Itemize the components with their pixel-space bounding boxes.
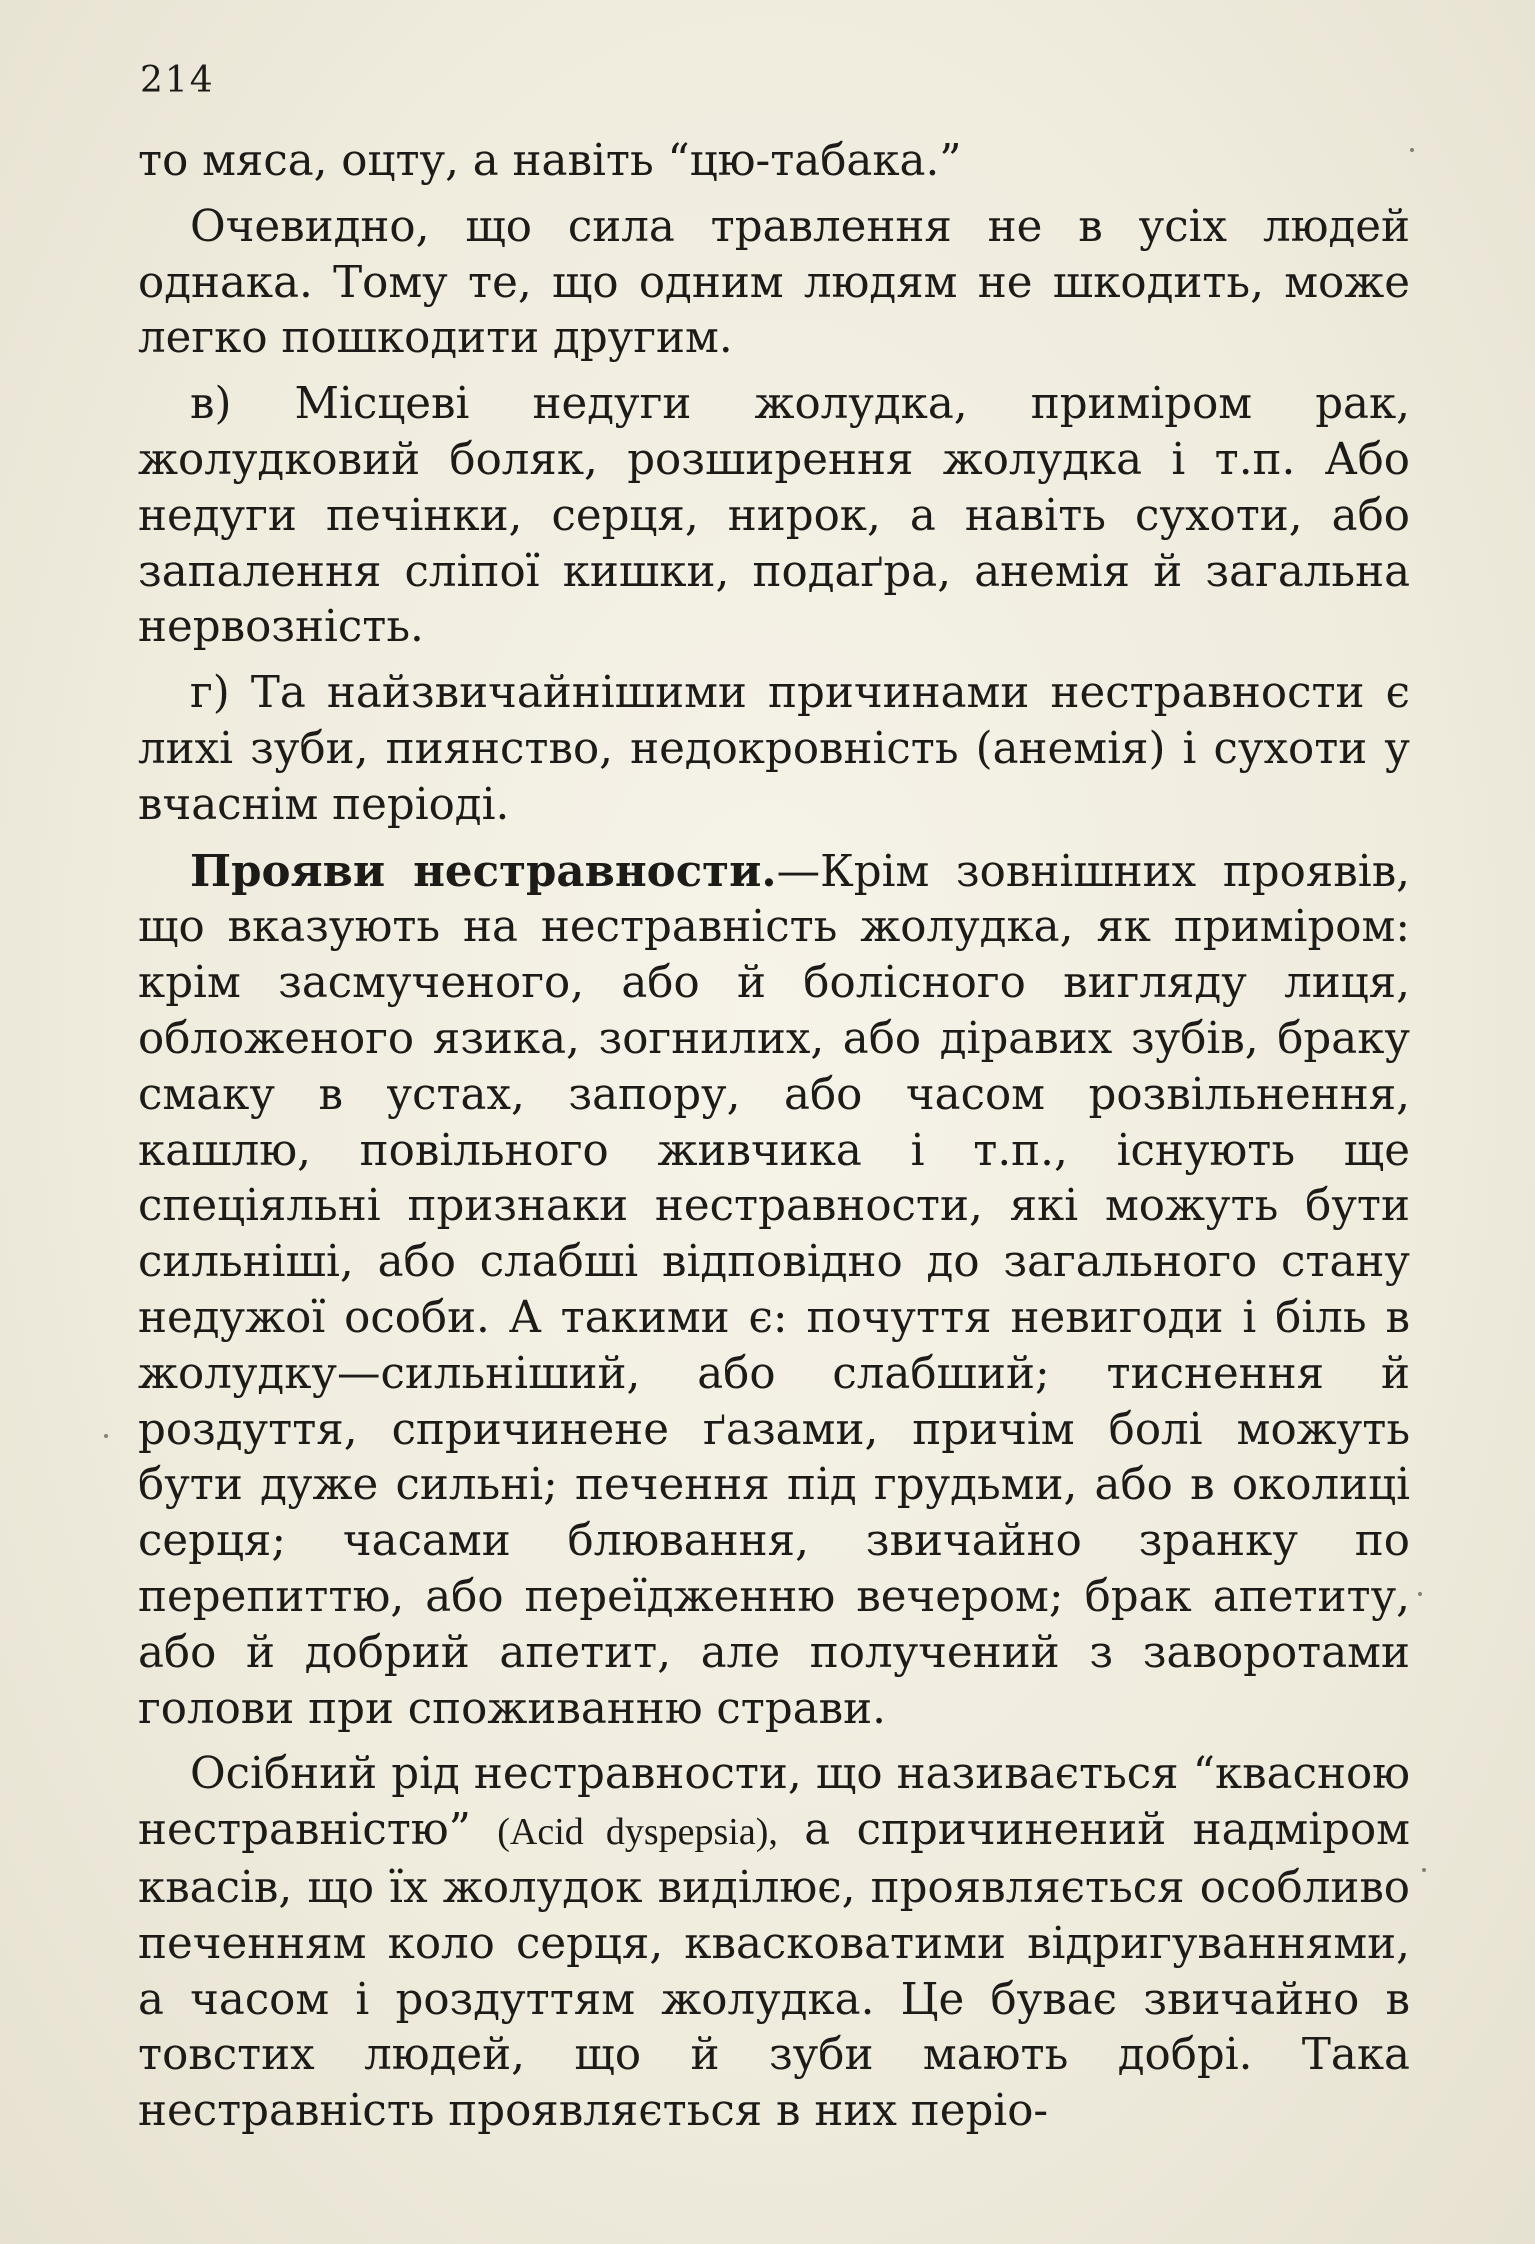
latin-term: (Acid dyspepsia), [497, 1811, 778, 1854]
page-number: 214 [140, 60, 215, 101]
acid-text-before: Осібний рід нестравности, що називається “квасною нестравністю” [138, 1749, 1410, 1856]
paragraph-local-ailments: в) Місцеві недуги жолудка, приміром рак, жолудковий боляк, розширення жолудка і т.п. Або недуги печінки, серця, нирок, а навіть сухоти, або запалення сліпої кишки, подаґра, анемія й загальна нервозність. [138, 379, 1410, 653]
paper-speck [104, 1434, 108, 1438]
paragraph-acid-dyspepsia [138, 1747, 1410, 2140]
paragraph-continuation: то мяса, оцту, а навіть “цю-табака.” [138, 136, 962, 186]
symptoms-text: —Крім зовнішних проявів, що вказують на нестравність жолудка, як приміром: крім засмученого, або й болісного вигляду лиця, обложеного язика, зогнилих, або діравих зубів, браку смаку в устах, запору, або часом розвільнення, кашлю, повільного живчика і т.п., існують ще спеціяльні признаки нестравности, які можуть бути сильніші, або слабші відповідно до загального стану недужої особи. А такими є: почуття невигоди і біль в жолудку—сильніший, або слабший; тиснення й роздуття, спричинене ґазами, причім болі можуть бути дуже сильні; печення під грудьми, або в околиці серця; часами блювання, звичайно зранку по перепиттю, або переїдженню вечером; брак апетиту, або й добрий апетит, але получений з заворотами голови при споживанню страви. [138, 846, 1411, 1734]
paper-speck [1410, 148, 1414, 152]
paper-speck [1422, 1868, 1426, 1872]
section-heading: Прояви нестравности. [190, 845, 777, 897]
paragraph-digestion-strength: Очевидно, що сила травлення не в усіх людей однака. Тому те, що одним людям не шкодить, може легко пошкодити другим. [138, 201, 1410, 364]
acid-text-after: а спричинений надміром квасів, що їх жолудок виділює, проявляється особливо печенням коло серця, квасковатими відригуваннями, а часом і роздуттям жолудка. Це буває звичайно в товстих людей, що й зуби мають добрі. Така нестравність проявляється в них періо- [138, 1805, 1410, 2137]
page-body [138, 134, 1410, 2150]
paragraph-symptoms [138, 844, 1410, 1738]
paragraph-common-causes: г) Та найзвичайнішими причинами нестравности є лихі зуби, пиянство, недокровність (анемія) і сухоти у вчаснім періоді. [138, 668, 1410, 830]
paper-speck [1418, 1592, 1422, 1596]
